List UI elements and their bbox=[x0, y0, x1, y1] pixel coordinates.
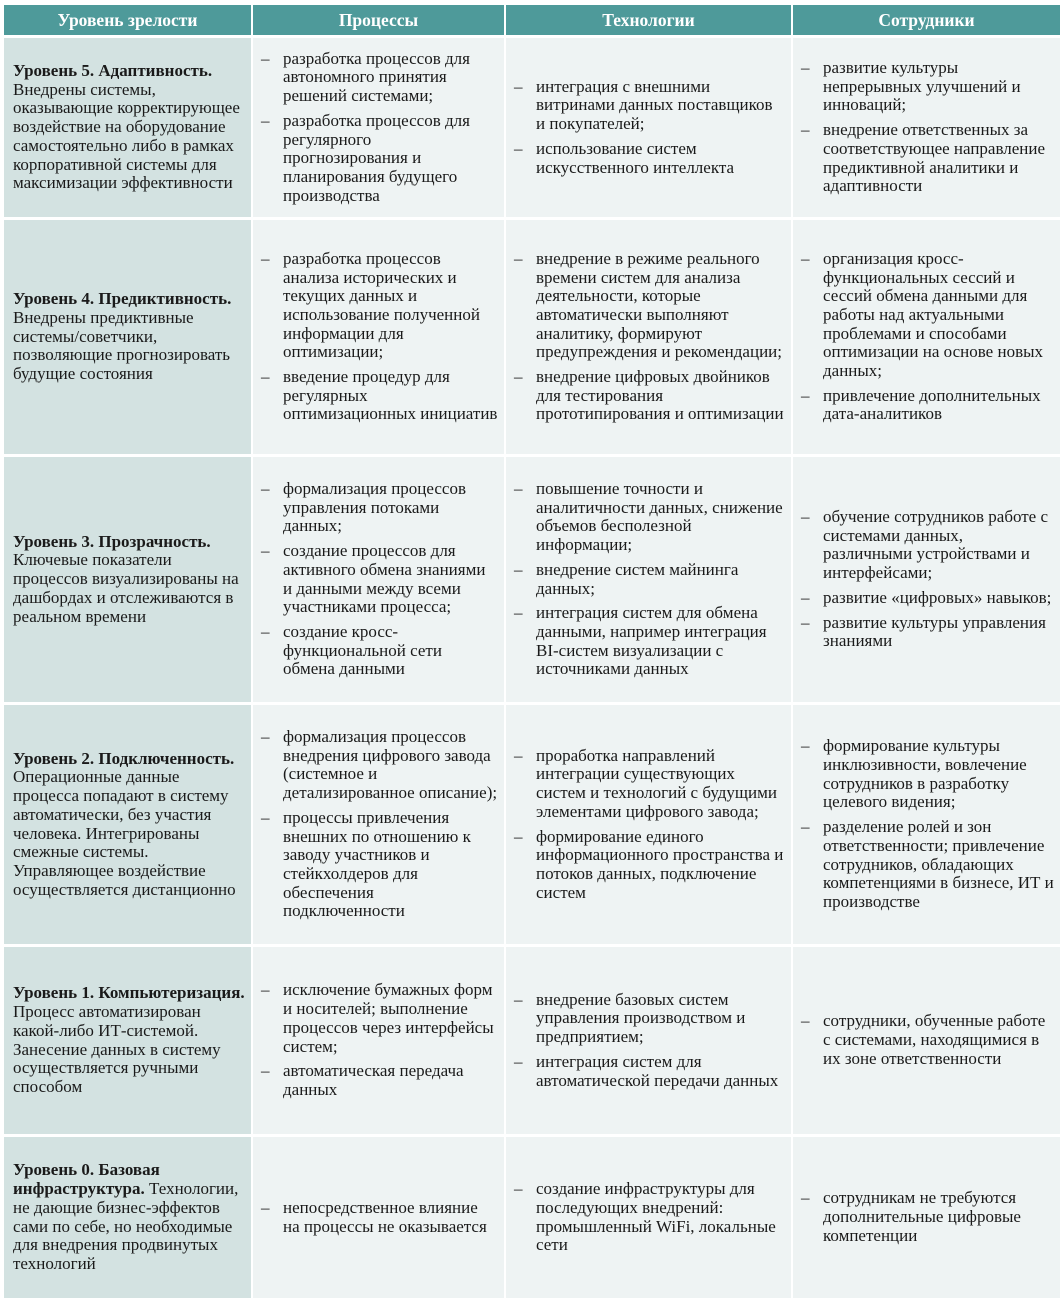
processes-cell bbox=[252, 456, 505, 704]
level-description: Технологии, не дающие бизнес-эффектов сами по себе, но необходимые для внедрения продвинутых технологий bbox=[13, 1179, 239, 1273]
level-description: Процесс автоматизирован какой-либо ИТ-системой. Занесение данных в систему осуществляется ручными способом bbox=[13, 1002, 221, 1096]
table-row bbox=[4, 946, 1060, 1136]
list-item: – автоматическая передача данных bbox=[261, 1062, 498, 1099]
technologies-cell bbox=[505, 219, 792, 456]
list-item: – внедрение базовых систем управления производством и предприятием; bbox=[514, 991, 785, 1047]
employees-cell bbox=[792, 704, 1060, 946]
list-item: – использование систем искусственного интеллекта bbox=[514, 140, 785, 177]
level-cell bbox=[4, 219, 252, 456]
header-technologies: Технологии bbox=[505, 5, 792, 37]
list-item: – исключение бумажных форм и носителей; выполнение процессов через интерфейсы систем; bbox=[261, 981, 498, 1056]
processes-cell bbox=[252, 704, 505, 946]
list-item: – внедрение систем майнинга данных; bbox=[514, 561, 785, 598]
list-item: – введение процедур для регулярных оптимизационных инициатив bbox=[261, 368, 498, 424]
list-item: – формирование культуры инклюзивности, вовлечение сотрудников в разработку целевого видения; bbox=[801, 737, 1054, 812]
table-row bbox=[4, 1136, 1060, 1300]
header-employees: Сотрудники bbox=[792, 5, 1060, 37]
technologies-cell bbox=[505, 456, 792, 704]
level-cell bbox=[4, 456, 252, 704]
list-item: – разработка процессов для автономного принятия решений системами; bbox=[261, 50, 498, 106]
list-item: – разработка процессов анализа исторических и текущих данных и использование полученной информации для оптимизации; bbox=[261, 250, 498, 362]
employees-cell bbox=[792, 219, 1060, 456]
table-row bbox=[4, 456, 1060, 704]
list-item: – создание процессов для активного обмена знаниями и данными между всеми участниками процесса; bbox=[261, 542, 498, 617]
maturity-table bbox=[4, 5, 1060, 1301]
level-cell bbox=[4, 946, 252, 1136]
technologies-cell bbox=[505, 1136, 792, 1300]
level-title: Уровень 4. Предиктивность. bbox=[13, 289, 232, 309]
level-title: Уровень 0. Базовая инфраструктура. bbox=[13, 1160, 160, 1199]
list-item: – сотрудникам не требуются дополнительные цифровые компетенции bbox=[801, 1189, 1054, 1245]
employees-cell bbox=[792, 1136, 1060, 1300]
list-item: – непосредственное влияние на процессы не оказывается bbox=[261, 1199, 498, 1236]
list-item: – интеграция с внешними витринами данных поставщиков и покупателей; bbox=[514, 78, 785, 134]
list-item: – интеграция систем для обмена данными, например интеграция BI-систем визуализации с источниками данных bbox=[514, 604, 785, 679]
processes-cell bbox=[252, 219, 505, 456]
level-cell bbox=[4, 704, 252, 946]
level-description: Ключевые показатели процессов визуализированы на дашбордах и отслеживаются в реальном времени bbox=[13, 550, 239, 626]
level-title: Уровень 1. Компьютеризация. bbox=[13, 983, 245, 1003]
level-description: Внедрены системы, оказывающие корректирующее воздействие на оборудование самостоятельно либо в рамках корпоративной системы для максимизации эффективности bbox=[13, 79, 240, 193]
list-item: – создание кросс-функциональной сети обмена данными bbox=[261, 623, 498, 679]
processes-cell bbox=[252, 37, 505, 219]
list-item: – сотрудники, обученные работе с системами, находящимися в их зоне ответственности bbox=[801, 1012, 1054, 1068]
employees-cell bbox=[792, 946, 1060, 1136]
employees-cell bbox=[792, 37, 1060, 219]
list-item: – организация кросс-функциональных сессий и сессий обмена данными для работы над актуальными проблемами и способами оптимизации на основе новых данных; bbox=[801, 250, 1054, 381]
list-item: – разделение ролей и зон ответственности; привлечение сотрудников, обладающих компетенциями в бизнесе, ИТ и производстве bbox=[801, 818, 1054, 912]
list-item: – привлечение дополнительных дата-аналитиков bbox=[801, 387, 1054, 424]
header-processes: Процессы bbox=[252, 5, 505, 37]
list-item: – развитие «цифровых» навыков; bbox=[801, 589, 1054, 608]
list-item: – интеграция систем для автоматической передачи данных bbox=[514, 1053, 785, 1090]
list-item: – обучение сотрудников работе с системами данных, различными устройствами и интерфейсами; bbox=[801, 508, 1054, 583]
technologies-cell bbox=[505, 946, 792, 1136]
employees-cell bbox=[792, 456, 1060, 704]
technologies-cell bbox=[505, 37, 792, 219]
list-item: – развитие культуры непрерывных улучшений и инноваций; bbox=[801, 59, 1054, 115]
level-title: Уровень 3. Прозрачность. bbox=[13, 531, 211, 551]
list-item: – создание инфраструктуры для последующих внедрений: промышленный WiFi, локальные сети bbox=[514, 1180, 785, 1255]
header-row bbox=[4, 5, 1060, 37]
list-item: – развитие культуры управления знаниями bbox=[801, 614, 1054, 651]
table-row bbox=[4, 219, 1060, 456]
processes-cell bbox=[252, 946, 505, 1136]
list-item: – формализация процессов внедрения цифрового завода (системное и детализированное описание); bbox=[261, 728, 498, 803]
table-row bbox=[4, 37, 1060, 219]
table-row bbox=[4, 704, 1060, 946]
level-cell bbox=[4, 1136, 252, 1300]
list-item: – внедрение ответственных за соответствующее направление предиктивной аналитики и адаптивности bbox=[801, 121, 1054, 196]
level-cell bbox=[4, 37, 252, 219]
list-item: – повышение точности и аналитичности данных, снижение объемов бесполезной информации; bbox=[514, 480, 785, 555]
list-item: – процессы привлечения внешних по отношению к заводу участников и стейкхолдеров для обеспечения подключенности bbox=[261, 809, 498, 921]
list-item: – внедрение в режиме реального времени систем для анализа деятельности, которые автоматически выполняют аналитику, формируют предупреждения и рекомендации; bbox=[514, 250, 785, 362]
level-description: Внедрены предиктивные системы/советчики, позволяющие прогнозировать будущие состояния bbox=[13, 307, 231, 384]
header-level: Уровень зрелости bbox=[4, 5, 252, 37]
processes-cell bbox=[252, 1136, 505, 1300]
list-item: – проработка направлений интеграции существующих систем и технологий с будущими элементами цифрового завода; bbox=[514, 747, 785, 822]
technologies-cell bbox=[505, 704, 792, 946]
level-description: Операционные данные процесса попадают в систему автоматически, без участия человека. Интегрированы смежные системы. Управляющее воздействие осуществляется дистанционно bbox=[13, 767, 236, 899]
list-item: – формирование единого информационного пространства и потоков данных, подключение систем bbox=[514, 828, 785, 903]
list-item: – внедрение цифровых двойников для тестирования прототипирования и оптимизации bbox=[514, 368, 785, 424]
level-title: Уровень 2. Подключенность. bbox=[13, 748, 235, 768]
list-item: – формализация процессов управления потоками данных; bbox=[261, 480, 498, 536]
list-item: – разработка процессов для регулярного прогнозирования и планирования будущего производства bbox=[261, 112, 498, 206]
level-title: Уровень 5. Адаптивность. bbox=[13, 61, 213, 81]
